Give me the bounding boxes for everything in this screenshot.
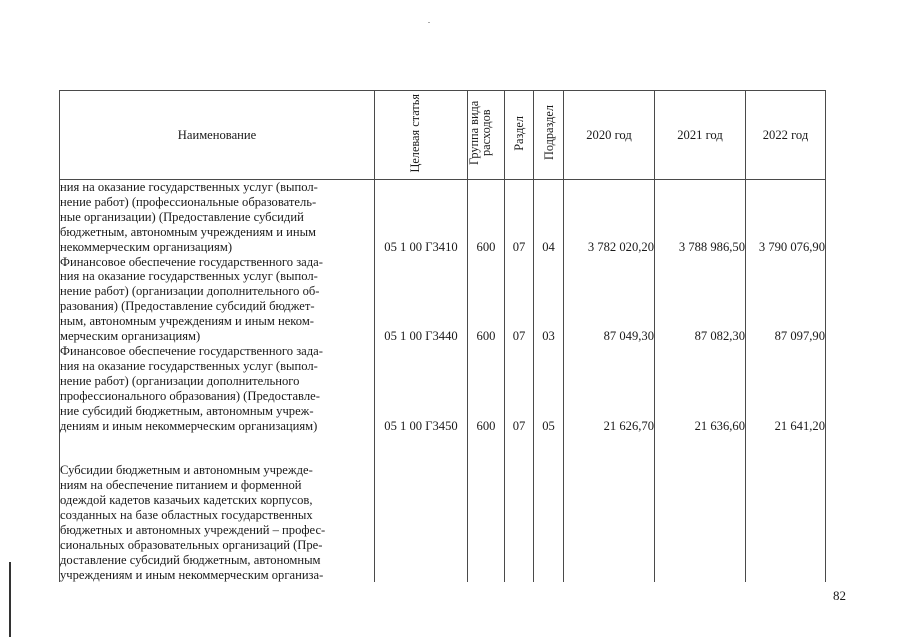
row-group: 600 [468,180,505,255]
row-name-line: Финансовое обеспечение государственного зада- [60,343,323,358]
row-2021: 3 788 986,50 [655,180,746,255]
header-group-text: Группа вида расходов [467,100,493,166]
row-name-line: нение работ) (организации дополнительного об- [60,284,320,299]
row-2021: 21 636,60 [655,344,746,433]
empty-cell [375,433,468,582]
table-row [60,255,826,344]
row-name-line: доставление субсидий бюджетным, автономным [60,552,321,567]
row-subsection: 04 [534,180,564,255]
row-code: 05 1 00 Г3410 [375,180,468,255]
row-name-line: разования) (Предоставление субсидий бюджет- [60,299,315,314]
table-row [60,433,826,582]
table-header-row [60,91,826,180]
row-name-line: Финансовое обеспечение государственного зада- [60,254,323,269]
row-2020: 87 049,30 [564,255,655,344]
empty-cell [505,433,534,582]
row-group: 600 [468,255,505,344]
empty-cell [564,433,655,582]
table-row [60,344,826,433]
row-name-line: созданных на базе областных государственных [60,507,313,522]
row-name [60,180,375,255]
header-code-text: Целевая статья [408,93,422,173]
row-subsection: 03 [534,255,564,344]
row-2020: 3 782 020,20 [564,180,655,255]
row-code: 05 1 00 Г3440 [375,255,468,344]
row-2021: 87 082,30 [655,255,746,344]
header-2022: 2022 год [746,91,826,180]
header-subsection-text: Подраздел [541,105,556,161]
row-name-line: бюджетным, автономным учреждениям и иным [60,224,317,239]
row-name-line: мерческим организациям) [60,329,201,344]
header-code [375,91,468,180]
row-name [60,433,375,582]
budget-table [59,90,826,582]
row-2022: 87 097,90 [746,255,826,344]
row-2022: 3 790 076,90 [746,180,826,255]
empty-cell [655,433,746,582]
row-section: 07 [505,180,534,255]
row-name-line: профессионального образования) (Предоставле- [60,388,320,403]
row-group: 600 [468,344,505,433]
scan-speck [428,22,430,23]
header-group [468,91,505,180]
header-name: Наименование [60,91,375,180]
row-section: 07 [505,344,534,433]
row-name-line: нение работ) (организации дополнительного [60,373,300,388]
row-name-line: сиональных образовательных организаций (Пре- [60,537,323,552]
row-name-line: ниям на обеспечение питанием и форменной [60,478,302,493]
row-section: 07 [505,255,534,344]
empty-cell [746,433,826,582]
table-row [60,180,826,255]
row-name-line: ния на оказание государственных услуг (выпол- [60,358,318,373]
page-number: 82 [833,588,846,603]
row-2022: 21 641,20 [746,344,826,433]
row-name-line: учреждениям и иным некоммерческим организа- [60,567,324,582]
row-name [60,344,375,433]
scan-margin-mark [9,562,11,637]
row-code: 05 1 00 Г3450 [375,344,468,433]
row-name [60,255,375,344]
row-name-line: некоммерческим организациям) [60,239,233,254]
row-name-line: ния на оказание государственных услуг (выпол- [60,269,318,284]
row-name-line: ние субсидий бюджетным, автономным учреж- [60,403,314,418]
header-2021: 2021 год [655,91,746,180]
row-name-line: Субсидии бюджетным и автономным учрежде- [60,463,313,478]
row-name-line: бюджетных и автономных учреждений – профес- [60,522,326,537]
header-section-text: Раздел [512,115,526,151]
row-name-line: ные организации) (Предоставление субсидий [60,209,304,224]
row-name-line: ным, автономным учреждениям и иным неком- [60,314,314,329]
header-subsection [534,91,564,180]
row-name-line: ния на оказание государственных услуг (выпол- [60,180,318,194]
header-2020: 2020 год [564,91,655,180]
row-2020: 21 626,70 [564,344,655,433]
row-subsection: 05 [534,344,564,433]
empty-cell [534,433,564,582]
empty-cell [468,433,505,582]
row-name-line: дениям и иным некоммерческим организациям) [60,418,318,433]
header-section [505,91,534,180]
row-name-line: одеждой кадетов казачьих кадетских корпусов, [60,492,313,507]
row-name-line: нение работ) (профессиональные образователь- [60,194,317,209]
